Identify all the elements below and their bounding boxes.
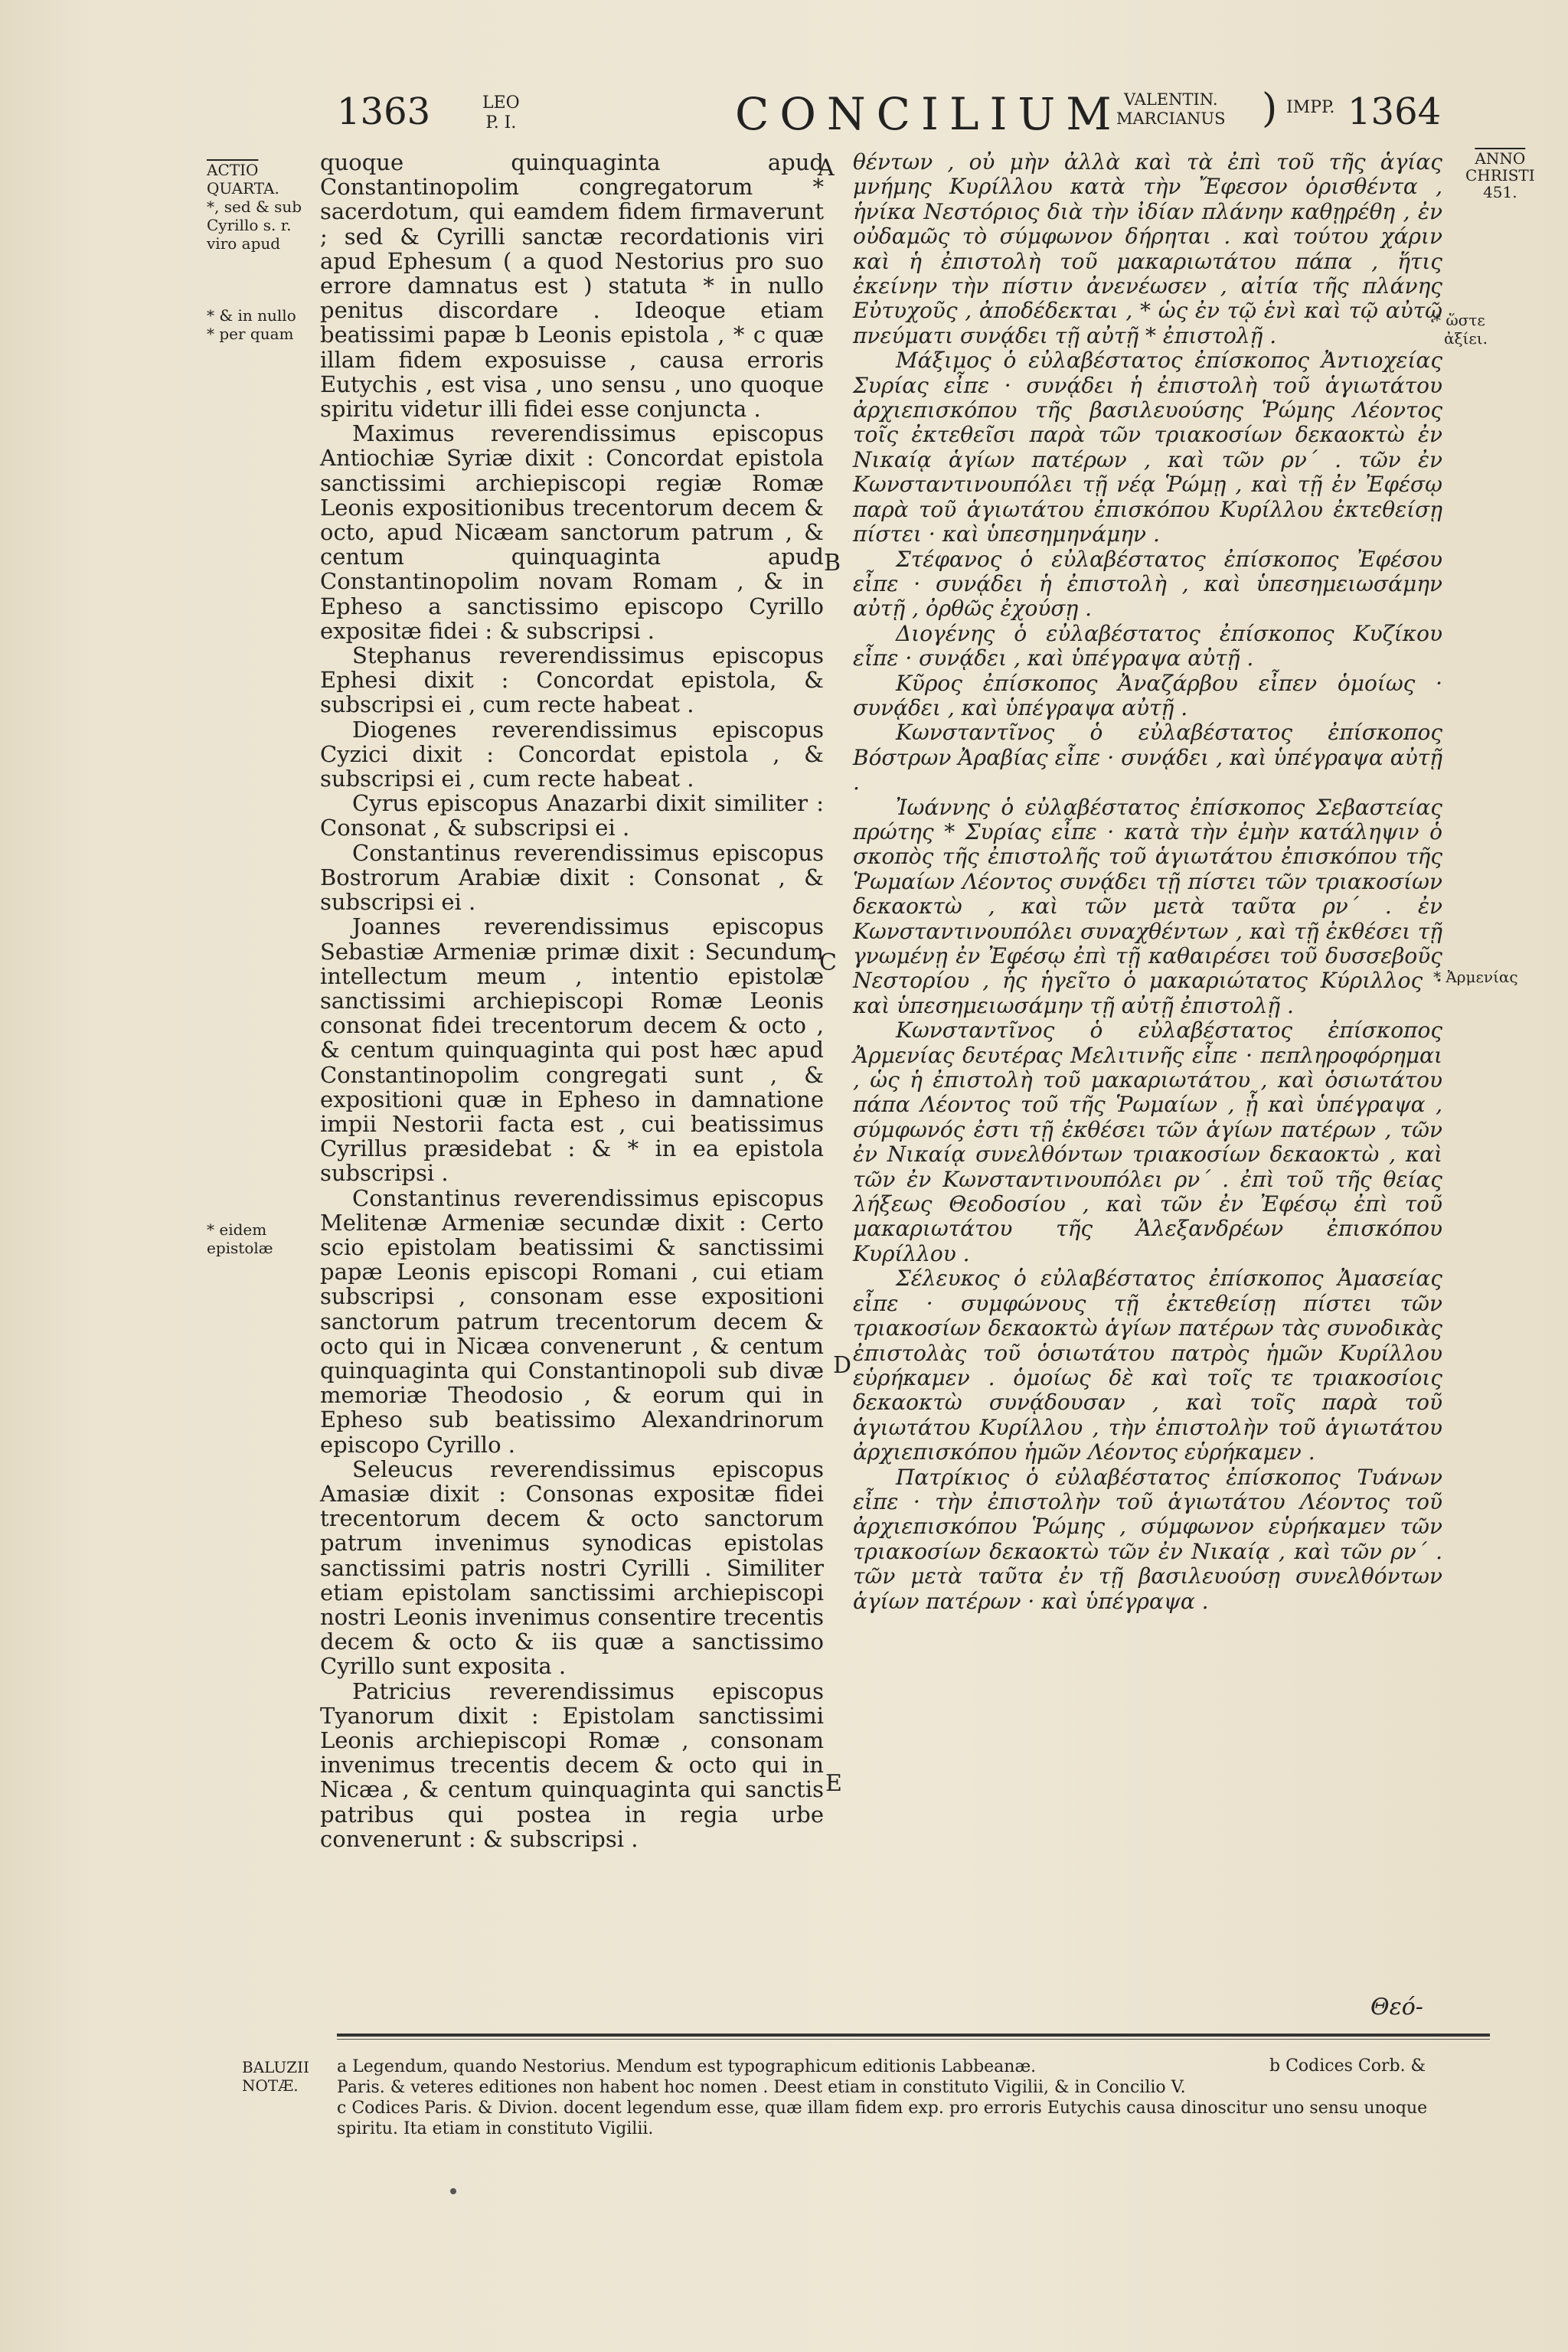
right-name-1: VALENTIN. [1123,90,1218,109]
margin-cyrillo: Cyrillo s. r. [207,216,292,234]
anno-line-2: CHRISTI [1465,166,1535,185]
margin-note-armenias [1433,968,1518,986]
section-mark-e: E [825,1770,842,1797]
greek-paragraph: Διογένης ὁ εὐλαβέστατος ἐπίσκοπος Κυζίκου εἶπε · συνᾴδει , καὶ ὑπέγραψα αὐτῇ . [853,620,1442,671]
page-dot [450,2188,456,2194]
margin-in-nullo: * & in nullo [207,306,296,325]
left-author: LEO [482,93,520,113]
header-brace: ) [1262,86,1278,132]
latin-paragraph: Patricius reverendissimus episcopus Tyanorum dixit : Epistolam sanctissimi Leonis archiepiscopi Romæ , consonam invenimus trecentis decem & octo qui in Nicæa , & centum quinquaginta qui sanctis patribus qui postea in regia urbe convenerunt : & subscripsi . [320,1677,824,1852]
margin-per-quam: * per quam [207,325,294,343]
margin-armenias: * Ἀρμενίας [1433,968,1518,986]
latin-paragraph: quoque quinquaginta apud Constantinopolim congregatorum * sacerdotum, qui eamdem fidem firmaverunt ; sed & Cyrilli sanctæ recordationis viri apud Ephesum ( a quod Nestorius pro suo errore damnatus est ) statuta * in nullo penitus discordare . Ideoque etiam beatissimi papæ b Leonis epistola , * c quæ illam fidem exposuisse , causa erroris Eutychis , est visa , uno sensu , uno quoque spiritu videtur illi fidei esse conjuncta . [320,149,824,423]
margin-sed-sub: *, sed & sub [207,198,302,216]
greek-paragraph: Στέφανος ὁ εὐλαβέστατος ἐπίσκοπος Ἐφέσου εἶπε · συνᾴδει ἡ ἐπιστολὴ , καὶ ὑπεσημειωσάμην αὐτῇ , ὀρθῶς ἐχούσῃ . [853,546,1442,622]
section-mark-c: C [819,949,837,976]
latin-column [320,150,824,1851]
margin-viro-apud: viro apud [207,234,281,253]
latin-paragraph: Joannes reverendissimus episcopus Sebastiæ Armeniæ primæ dixit : Secundum intellectum meum , intentio epistolæ sanctissimi archiepiscopi Romæ Leonis consonat fidei trecentorum decem & octo , & centum quinquaginta qui post hæc apud Constantinopolim congregati sunt , & expositioni quæ in Epheso in damnatione impii Nestorii facta est , cui beatissimus Cyrillus præsidebat : & * in ea epistola subscripsi . [320,913,824,1187]
notes-rule-thin [337,2039,1490,2040]
footnote-b: b Codices Corb. & [1269,2056,1426,2076]
section-mark-a: A [818,155,835,181]
notes-label-baluzii: BALUZII [242,2058,309,2076]
anno-christi-note [1465,150,1535,201]
greek-paragraph: Κωνσταντῖνος ὁ εὐλαβέστατος ἐπίσκοπος Βόστρων Ἀραβίας εἶπε · συνᾴδει , καὶ ὑπέγραψα αὐτῇ . [853,720,1442,795]
greek-column [853,150,1442,1614]
footnote-a: a Legendum, quando Nestorius. Mendum est typographicum editionis Labbeanæ. [337,2057,1037,2076]
margin-note-eidem [207,1220,273,1257]
left-author-header [482,93,520,133]
margin-eidem: * eidem [207,1220,267,1239]
latin-paragraph: Seleucus reverendissimus episcopus Amasiæ dixit : Consonas expositæ fidei trecentorum decem & octo sanctorum patrum invenimus synodicas epistolas sanctissimi patris nostri Cyrilli . Similiter etiam epistolam sanctissimi archiepiscopi nostri Leonis invenimus consentire trecentis decem & octo & iis quæ a sanctissimo Cyrillo sunt exposita . [320,1455,824,1680]
greek-paragraph: Πατρίκιος ὁ εὐλαβέστατος ἐπίσκοπος Τυάνων εἶπε · τὴν ἐπιστολὴν τοῦ ἁγιωτάτου Λέοντος τοῦ ἀρχιεπισκόπου Ῥώμης , σύμφωνον εὑρήκαμεν τῶν τριακοσίων δεκαοκτὼ τῶν ἐν Νικαίᾳ , καὶ τῶν ρν΄ . τῶν μετὰ ταῦτα ἐν τῇ βασιλευούσῃ συνελθόντων ἁγίων πατέρων · καὶ ὑπέγραψα . [853,1464,1442,1614]
latin-paragraph: Constantinus reverendissimus episcopus Melitenæ Armeniæ secundæ dixit : Certo scio epistolam beatissimi & sanctissimi papæ Leonis episcopi Romani , cui etiam subscripsi , consonam esse expositioni sanctorum patrum trecentorum decem & octo qui in Nicæa convenerunt , & centum quinquaginta qui Constantinopoli sub divæ memoriæ Theodosio , & eorum qui in Epheso sub beatissimo Alexandrinorum episcopo Cyrillo . [320,1184,824,1458]
greek-paragraph: Κῦρος ἐπίσκοπος Ἀναζάρβου εἶπεν ὁμοίως · συνᾴδει , καὶ ὑπέγραψα αὐτῇ . [853,670,1442,720]
greek-paragraph: Σέλευκος ὁ εὐλαβέστατος ἐπίσκοπος Ἀμασείας εἶπε · συμφώνους τῇ ἐκτεθείσῃ πίστει τῶν τριακοσίων δεκαοκτὼ ἁγίων πατέρων τὰς συνοδικὰς ἐπιστολὰς τοῦ ὁσιωτάτου πατρὸς ἡμῶν Κυρίλλου εὑρήκαμεν . ὁμοίως δὲ καὶ τοῖς τε τριακοσίοις δεκαοκτὼ συνᾴδουσαν , καὶ τοῖς παρὰ τοῦ ἁγιωτάτου Κυρίλλου , τὴν ἐπιστολὴν τοῦ ἁγιωτάτου ἀρχιεπισκόπου ἡμῶν Λέοντος εὑρήκαμεν . [853,1266,1442,1465]
greek-paragraph: Ἰωάννης ὁ εὐλαβέστατος ἐπίσκοπος Σεβαστείας πρώτης * Συρίας εἶπε · κατὰ τὴν ἐμὴν κατάληψιν ὁ σκοπὸς τῆς ἐπιστολῆς τοῦ ἁγιωτάτου ἐπισκόπου τῆς Ῥωμαίων Λέοντος συνᾴδει τῇ πίστει τῶν τριακοσίων δεκαοκτὼ , καὶ τῶν μετὰ ταῦτα ρν΄ . ἐν Κωνσταντινουπόλει συναχθέντων , καὶ τῇ ἐκθέσει τῇ γνωμένῃ ἐν Ἐφέσῳ ἐπὶ τῇ καθαιρέσει τοῦ δυσσεβοῦς Νεστορίου , ἧς ἡγεῖτο ὁ μακαριώτατος Κύριλλος · καὶ ὑπεσημειωσάμην τῇ αὐτῇ ἐπιστολῇ . [853,794,1442,1018]
left-page-number: 1363 [337,90,431,133]
right-emperors-header [1116,90,1225,129]
right-name-2: MARCIANUS [1116,109,1226,128]
margin-actio: ACTIO [207,161,259,179]
section-mark-d: D [833,1352,852,1379]
greek-paragraph: θέντων , οὐ μὴν ἀλλὰ καὶ τὰ ἐπὶ τοῦ τῆς ἁγίας μνήμης Κυρίλλου κατὰ τὴν Ἔφεσον ὁρισθέντα , ἡνίκα Νεστόριος διὰ τὴν ἰδίαν πλάνην καθῃρέθη , ἐν οὐδαμῶς τὸ σύμφωνον δήρηται . καὶ τούτου χάριν καὶ ἡ ἐπιστολὴ τοῦ μακαριωτάτου πάπα , ἥτις ἐκείνην τὴν πίστιν ἀνενέωσεν , αἰτία τῆς πλάνης Εὐτυχοῦς , ἀποδέδεκται , * ὡς ἐν τῷ ἑνὶ καὶ τῷ αὐτῷ πνεύματι συνᾴδει τῇ αὐτῇ * ἐπιστολῇ . [853,149,1442,348]
margin-note-actio [207,161,302,253]
notes-label [242,2058,309,2095]
right-impp: IMPP. [1286,98,1335,117]
latin-paragraph: Cyrus episcopus Anazarbi dixit similiter : Consonat , & subscripsi ei . [320,790,824,841]
latin-paragraph: Diogenes reverendissimus episcopus Cyzici dixit : Concordat epistola , & subscripsi ei , cum recte habeat . [320,716,824,792]
notes-rule [337,2034,1490,2037]
running-title: CONCILIUM [735,88,1122,140]
latin-paragraph: Stephanus reverendissimus episcopus Ephesi dixit : Concordat epistola, & subscripsi ei , cum recte habeat . [320,642,824,718]
greek-paragraph: Κωνσταντῖνος ὁ εὐλαβέστατος ἐπίσκοπος Ἀρμενίας δευτέρας Μελιτινῆς εἶπε · πεπληροφόρημαι , ὡς ἡ ἐπιστολὴ τοῦ μακαριωτάτου , καὶ ὁσιωτάτου πάπα Λέοντος τοῦ τῆς Ῥωμαίων , ᾗ καὶ ὑπέγραψα , σύμφωνός ἐστι τῇ ἐκθέσει τῶν ἁγίων πατέρων , τῶν ἐν Νικαίᾳ συνελθόντων τριακοσίων δεκαοκτὼ , καὶ τῶν ἐν Κωνσταντινουπόλει ρν΄ . ἐπὶ τοῦ τῆς θείας λήξεως Θεοδοσίου , καὶ τῶν ἐν Ἐφέσῳ ἐπὶ τοῦ μακαριωτάτου τῆς Ἀλεξανδρέων ἐπισκόπου Κυρίλλου . [853,1018,1442,1266]
anno-line-3: 451. [1483,183,1517,201]
margin-quarta: QUARTA. [207,179,279,198]
footnote-c: c Codices Paris. & Divion. docent legendum esse, quæ illam fidem exp. pro erroris Eutychis causa dinoscitur uno sensu unoque spiritu. Ita etiam in constituto Vigilii. [337,2099,1428,2138]
left-author-sub: P. I. [485,113,517,132]
margin-note-nullo [207,306,296,343]
margin-oste: * ὥστε [1433,311,1485,329]
catchword: Θεό- [1370,1994,1423,2020]
latin-paragraph: Constantinus reverendissimus episcopus Bostrorum Arabiæ dixit : Consonat , & subscripsi ei . [320,839,824,916]
section-mark-b: B [824,550,841,577]
right-page-number: 1364 [1348,90,1442,133]
anno-line-1: ANNO [1475,149,1526,168]
footnote-a-continued: Paris. & veteres editiones non habent hoc nomen . Deest etiam in constituto Vigilii, & in Concilio V. [337,2078,1186,2097]
greek-paragraph: Μάξιμος ὁ εὐλαβέστατος ἐπίσκοπος Ἀντιοχείας Συρίας εἶπε · συνᾴδει ἡ ἐπιστολὴ τοῦ ἁγιωτάτου ἀρχιεπισκόπου τῆς βασιλευούσης Ῥώμης Λέοντος τοῖς ἐκτεθεῖσι παρὰ τῶν τριακοσίων δεκαοκτὼ ἐν Νικαίᾳ ἁγίων πατέρων , καὶ τῶν ρν΄ . τῶν ἐν Κωνσταντινουπόλει τῇ νέᾳ Ῥώμῃ , καὶ τῇ ἐν Ἐφέσῳ παρὰ τοῦ ἁγιωτάτου ἐπισκόπου Κυρίλλου ἐκτεθείσῃ πίστει · καὶ ὑπεσημηνάμην . [853,348,1442,547]
margin-epistolae: epistolæ [207,1239,273,1257]
margin-axiei: ἀξίει. [1444,329,1488,348]
latin-paragraph: Maximus reverendissimus episcopus Antiochiæ Syriæ dixit : Concordat epistola sanctissimi archiepiscopi regiæ Romæ Leonis expositionibus trecentorum decem & octo, apud Nicæam sanctorum patrum , & centum quinquaginta apud Constantinopolim novam Romam , & in Epheso a sanctissimo episcopo Cyrillo expositæ fidei : & subscripsi . [320,420,824,644]
notes-label-notae: NOTÆ. [242,2076,299,2095]
